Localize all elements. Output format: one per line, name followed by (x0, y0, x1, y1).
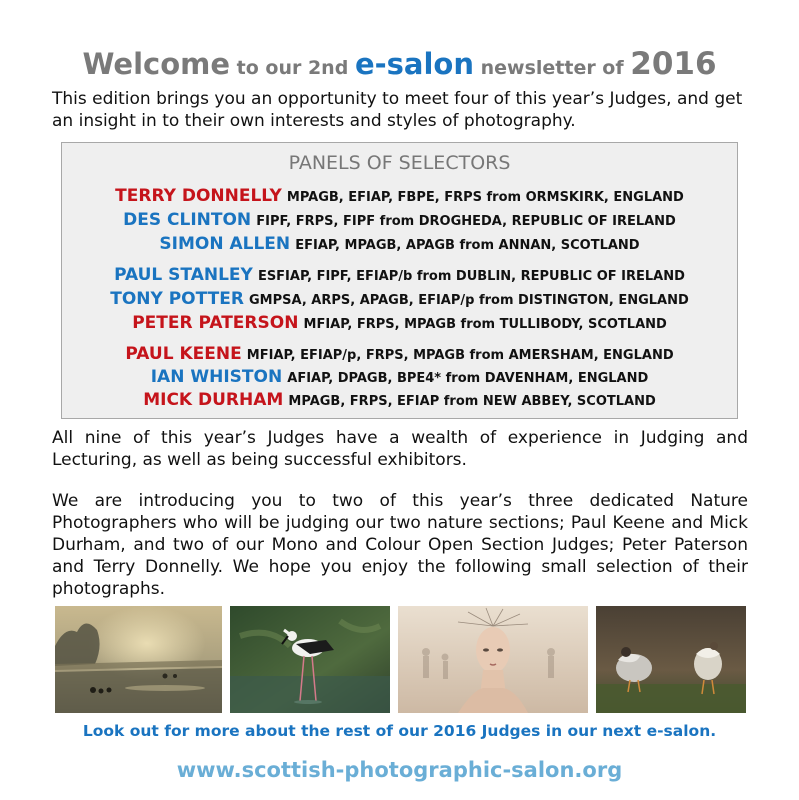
selector-row (62, 185, 737, 209)
selector-details: MFIAP, EFIAP/p, FRPS, MPAGB from AMERSHAM, ENGLAND (246, 348, 674, 363)
selector-name: MICK DURHAM (143, 390, 284, 410)
selector-name: PAUL STANLEY (114, 265, 253, 285)
selector-row (62, 389, 737, 413)
selector-details: ESFIAP, FIPF, EFIAP/b from DUBLIN, REPUBLIC OF IRELAND (257, 269, 685, 284)
headline-year: 2016 (630, 46, 717, 82)
headline-esalon: e-salon (354, 47, 474, 81)
selector-row (62, 366, 737, 390)
selector-name: PAUL KEENE (125, 344, 242, 364)
selector-name: TERRY DONNELLY (115, 186, 282, 206)
selector-row (62, 343, 737, 367)
headline-part2: newsletter of (473, 57, 631, 79)
panel-title: PANELS OF SELECTORS (288, 152, 511, 174)
headline-part1: to our 2nd (230, 57, 355, 79)
selectors-panel (61, 142, 738, 419)
selector-row (62, 288, 737, 312)
selector-details: MPAGB, EFIAP, FBPE, FRPS from ORMSKIRK, ENGLAND (286, 190, 684, 205)
selector-name: TONY POTTER (110, 289, 244, 309)
selector-row (62, 209, 737, 233)
selector-name: SIMON ALLEN (159, 234, 291, 254)
selector-details: MFIAP, FRPS, MPAGB from TULLIBODY, SCOTLAND (303, 317, 667, 332)
photo-misty-lake (55, 606, 222, 713)
lookout-note: Look out for more about the rest of our 2016 Judges in our next e-salon. (82, 722, 717, 740)
photo-ruff-birds (596, 606, 746, 713)
selector-details: MPAGB, FRPS, EFIAP from NEW ABBEY, SCOTLAND (288, 394, 656, 409)
experience-paragraph: All nine of this year’s Judges have a wealth of experience in Judging and Lecturing, as well as being successful exhibitors. (52, 428, 748, 470)
selector-row (62, 312, 737, 336)
photo-surreal-portrait (398, 606, 588, 713)
selector-row (62, 264, 737, 288)
selector-details: EFIAP, MPAGB, APAGB from ANNAN, SCOTLAND (295, 238, 640, 253)
selector-details: GMPSA, ARPS, APAGB, EFIAP/p from DISTINGTON, ENGLAND (249, 293, 689, 308)
intro-paragraph: This edition brings you an opportunity to meet four of this year’s Judges, and get an insight in to their own interests and styles of photography. (52, 89, 743, 131)
newsletter-headline (0, 46, 799, 82)
selector-details: AFIAP, DPAGB, BPE4* from DAVENHAM, ENGLAND (287, 371, 649, 386)
headline-welcome: Welcome (82, 47, 231, 81)
selector-name: DES CLINTON (123, 210, 252, 230)
photo-stilt-bird (230, 606, 390, 713)
selector-row (62, 233, 737, 257)
website-link[interactable]: www.scottish-photographic-salon.org (176, 758, 623, 782)
selector-details: FIPF, FRPS, FIPF from DROGHEDA, REPUBLIC OF IRELAND (256, 214, 676, 229)
introduction-paragraph: We are introducing you to two of this year’s three dedicated Nature Photographers who will be judging our two nature sections; Paul Keene and Mick Durham, and two of our Mono and Colour Open Section Judges; Peter Paterson and Terry Donnelly. We hope you enjoy the following small selection of their photographs. (52, 491, 748, 599)
selector-name: IAN WHISTON (150, 367, 283, 387)
selector-name: PETER PATERSON (132, 313, 299, 333)
